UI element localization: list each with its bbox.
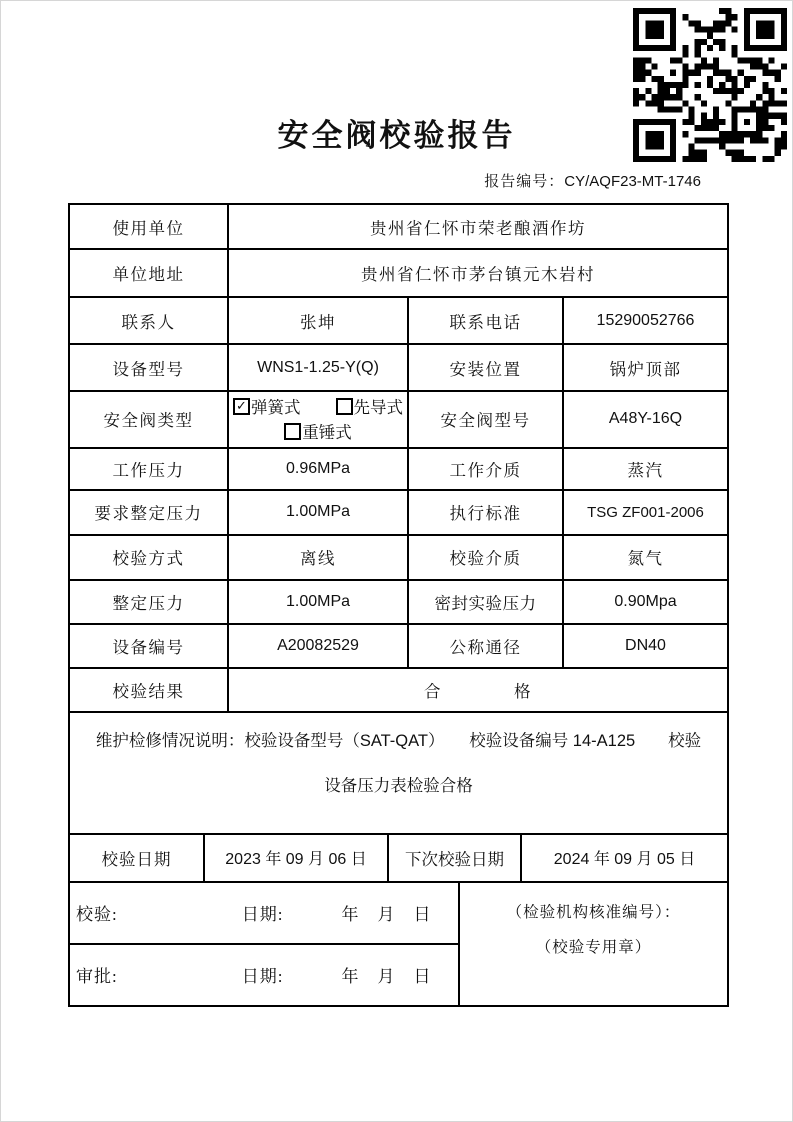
value-valve-model: A48Y-16Q (563, 391, 728, 448)
label-calibration-date: 校验日期 (69, 834, 204, 882)
value-unit-address: 贵州省仁怀市茅台镇元木岩村 (228, 249, 728, 297)
option-lever-type (284, 419, 352, 443)
value-contact-phone: 15290052766 (563, 297, 728, 344)
approver-ymd-placeholder: 年 月 日 (341, 967, 432, 986)
label-valve-type: 安全阀类型 (69, 391, 228, 448)
value-next-calibration-date: 2024 年 09 月 05 日 (521, 834, 728, 882)
report-number-line (0, 170, 793, 191)
label-required-set-pressure: 要求整定压力 (69, 490, 228, 535)
label-contact-person: 联系人 (69, 297, 228, 344)
value-calibration-result: 合 格 (228, 668, 728, 712)
option-lever-label: 重锤式 (302, 423, 352, 442)
label-seal-test-pressure: 密封实验压力 (408, 580, 563, 624)
checkbox-unchecked-icon[interactable] (336, 398, 353, 415)
maintenance-note-line2: 设备压力表检验合格 (324, 776, 473, 795)
approver-signature-row (69, 944, 459, 1006)
value-set-pressure: 1.00MPa (228, 580, 408, 624)
value-working-pressure: 0.96MPa (228, 448, 408, 490)
label-calibration-method: 校验方式 (69, 535, 228, 580)
label-working-medium: 工作介质 (408, 448, 563, 490)
report-table (68, 203, 727, 1007)
value-using-unit: 贵州省仁怀市荣老酿酒作坊 (228, 204, 728, 249)
label-equipment-model: 设备型号 (69, 344, 228, 391)
approver-role-label: 审批: (76, 967, 118, 986)
label-equipment-number: 设备编号 (69, 624, 228, 668)
maintenance-note-cell (69, 712, 728, 834)
label-unit-address: 单位地址 (69, 249, 228, 297)
approval-number-note: （检验机构核准编号）： (506, 903, 681, 921)
value-calibration-method: 离线 (228, 535, 408, 580)
label-next-calibration-date: 下次校验日期 (388, 834, 521, 882)
approver-date-label: 日期: (241, 967, 284, 986)
report-number-value: CY/AQF23-MT-1746 (564, 173, 701, 190)
label-calibration-result: 校验结果 (69, 668, 228, 712)
value-calibration-medium: 氮气 (563, 535, 728, 580)
value-seal-test-pressure: 0.90Mpa (563, 580, 728, 624)
verifier-date-label: 日期: (241, 905, 284, 924)
label-contact-phone: 联系电话 (408, 297, 563, 344)
value-contact-person: 张坤 (228, 297, 408, 344)
stamp-cell (459, 882, 728, 1006)
value-standard: TSG ZF001-2006 (563, 490, 728, 535)
value-required-set-pressure: 1.00MPa (228, 490, 408, 535)
valve-type-options-cell (228, 391, 408, 448)
label-nominal-diameter: 公称通径 (408, 624, 563, 668)
value-nominal-diameter: DN40 (563, 624, 728, 668)
verifier-role-label: 校验: (76, 905, 118, 924)
label-install-location: 安装位置 (408, 344, 563, 391)
value-equipment-model: WNS1-1.25-Y(Q) (228, 344, 408, 391)
maintenance-note-line1: 维护检修情况说明：校验设备型号（SAT-QAT） 校验设备编号 14-A125 校验 (95, 731, 702, 750)
checkbox-checked-icon[interactable]: ✓ (233, 398, 250, 415)
option-spring-type (233, 394, 301, 418)
label-using-unit: 使用单位 (69, 204, 228, 249)
verifier-ymd-placeholder: 年 月 日 (341, 905, 432, 924)
valve-type-line2 (233, 419, 403, 445)
option-spring-label: 弹簧式 (251, 398, 301, 417)
value-working-medium: 蒸汽 (563, 448, 728, 490)
report-title: 安全阀校验报告 (277, 118, 516, 153)
option-pilot-type (336, 394, 404, 418)
label-standard: 执行标准 (408, 490, 563, 535)
option-pilot-label: 先导式 (353, 398, 403, 417)
valve-type-line1 (233, 394, 403, 418)
value-install-location: 锅炉顶部 (563, 344, 728, 391)
value-equipment-number: A20082529 (228, 624, 408, 668)
checkbox-unchecked-icon[interactable] (284, 423, 301, 440)
label-working-pressure: 工作压力 (69, 448, 228, 490)
report-number-label: 报告编号： (484, 173, 565, 190)
qr-code (633, 8, 787, 162)
value-calibration-date: 2023 年 09 月 06 日 (204, 834, 388, 882)
label-set-pressure: 整定压力 (69, 580, 228, 624)
label-calibration-medium: 校验介质 (408, 535, 563, 580)
calibration-stamp-note: （校验专用章） (535, 938, 652, 956)
label-valve-model: 安全阀型号 (408, 391, 563, 448)
verifier-signature-row (69, 882, 459, 944)
